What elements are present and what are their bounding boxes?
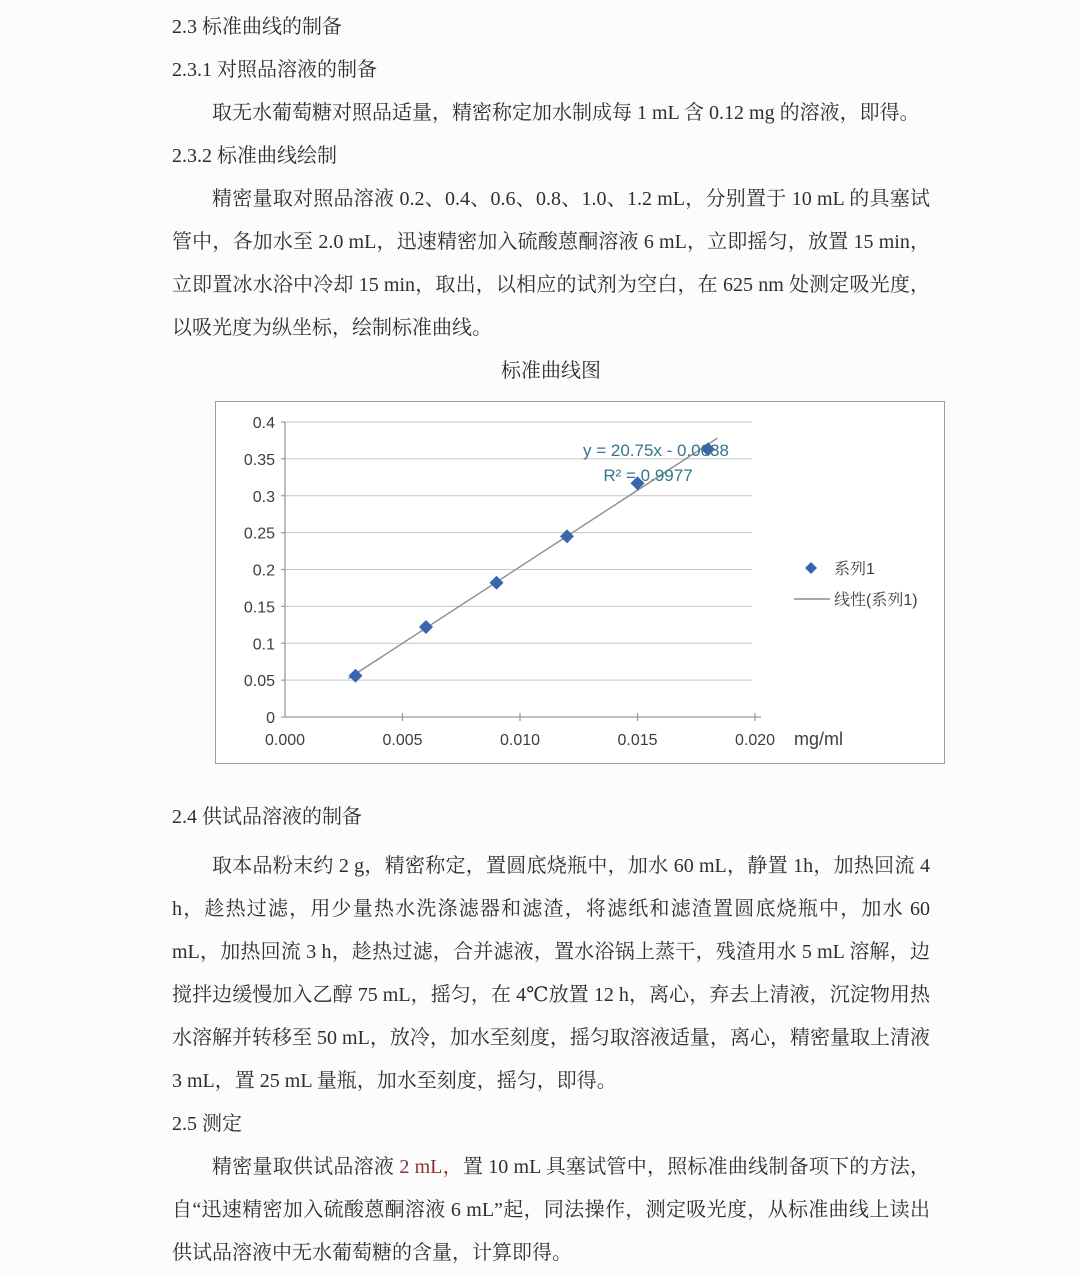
heading-2-3-1: 2.3.1 对照品溶液的制备 [172, 59, 377, 81]
y-tick-label: 0.25 [243, 525, 275, 543]
x-tick-label: 0.010 [499, 732, 541, 749]
x-tick-label: 0.020 [734, 732, 776, 749]
x-axis-unit-label: mg/ml [794, 729, 843, 749]
x-tick-label: 0.000 [264, 732, 306, 749]
data-point-marker [560, 529, 574, 543]
paragraph-2-3-2: 精密量取对照品溶液 0.2、0.4、0.6、0.8、1.0、1.2 mL，分别置于 10 mL 的具塞试管中，各加水至 2.0 mL，迅速精密加入硫酸蒽酮溶液 6 mL，立即摇匀，放置 15 min，立即置冰水浴中冷却 15 min，取出，以相应的试剂为空白，在 625 nm 处测定吸光度，以吸光度为纵坐标，绘制标准曲线。 [172, 188, 930, 339]
paragraph-2-4: 取本品粉末约 2 g，精密称定，置圆底烧瓶中，加水 60 mL，静置 1h，加热回流 4 h，趁热过滤，用少量热水洗涤滤器和滤渣，将滤纸和滤渣置圆底烧瓶中，加水 60 mL，加热回流 3 h，趁热过滤，合并滤液，置水浴锅上蒸干，残渣用水 5 mL 溶解，边搅拌边缓慢加入乙醇 75 mL，摇匀，在 4℃放置 12 h，离心，弃去上清液，沉淀物用热水溶解并转移至 50 mL，放冷，加水至刻度，摇匀取溶液适量，离心，精密量取上清液 3 mL，置 25 mL 量瓶，加水至刻度，摇匀，即得。 [172, 855, 930, 1092]
standard-curve-chart [215, 401, 945, 764]
y-tick-label: 0.3 [252, 488, 275, 506]
paragraph-2-5 [172, 1146, 930, 1275]
x-tick-label: 0.005 [382, 732, 423, 749]
data-point-marker [490, 576, 504, 590]
paragraph-2-3-1: 取无水葡萄糖对照品适量，精密称定加水制成每 1 mL 含 0.12 mg 的溶液，即得。 [212, 102, 920, 124]
trend-equation-label: y = 20.75x - 0.0038 [582, 441, 730, 460]
standard-curve-chart-svg [216, 402, 944, 763]
y-tick-label: 0.05 [243, 673, 275, 691]
heading-2-3: 2.3 标准曲线的制备 [172, 16, 342, 38]
y-tick-label: 0.1 [252, 636, 275, 654]
chart-caption: 标准曲线图 [501, 360, 601, 382]
heading-2-3-2: 2.3.2 标准曲线绘制 [172, 145, 337, 167]
y-tick-label: 0 [266, 710, 275, 727]
legend-series-marker [805, 562, 817, 574]
y-tick-label: 0.35 [243, 451, 275, 469]
r-squared-label: R² = 0.9977 [603, 466, 693, 485]
para-2-5-prefix: 精密量取供试品溶液 [212, 1156, 400, 1178]
heading-2-4: 2.4 供试品溶液的制备 [172, 806, 362, 828]
y-tick-label: 0.15 [243, 599, 275, 617]
x-tick-label: 0.015 [617, 732, 658, 749]
legend-trend-label: 线性(系列1) [834, 592, 918, 609]
para-2-5-rest: 置 10 mL 具塞试管中，照标准曲线制备项下的方法，自“迅速精密加入硫酸蒽酮溶液 6 mL”起，同法操作，测定吸光度，从标准曲线上读出供试品溶液中无水葡萄糖的含量，计算即得。 [172, 1156, 931, 1264]
legend-series-label: 系列1 [834, 561, 875, 578]
y-tick-label: 0.2 [252, 562, 275, 580]
y-tick-label: 0.4 [252, 415, 275, 432]
heading-2-5: 2.5 测定 [172, 1113, 242, 1135]
para-2-5-highlight: 2 mL， [399, 1156, 463, 1178]
